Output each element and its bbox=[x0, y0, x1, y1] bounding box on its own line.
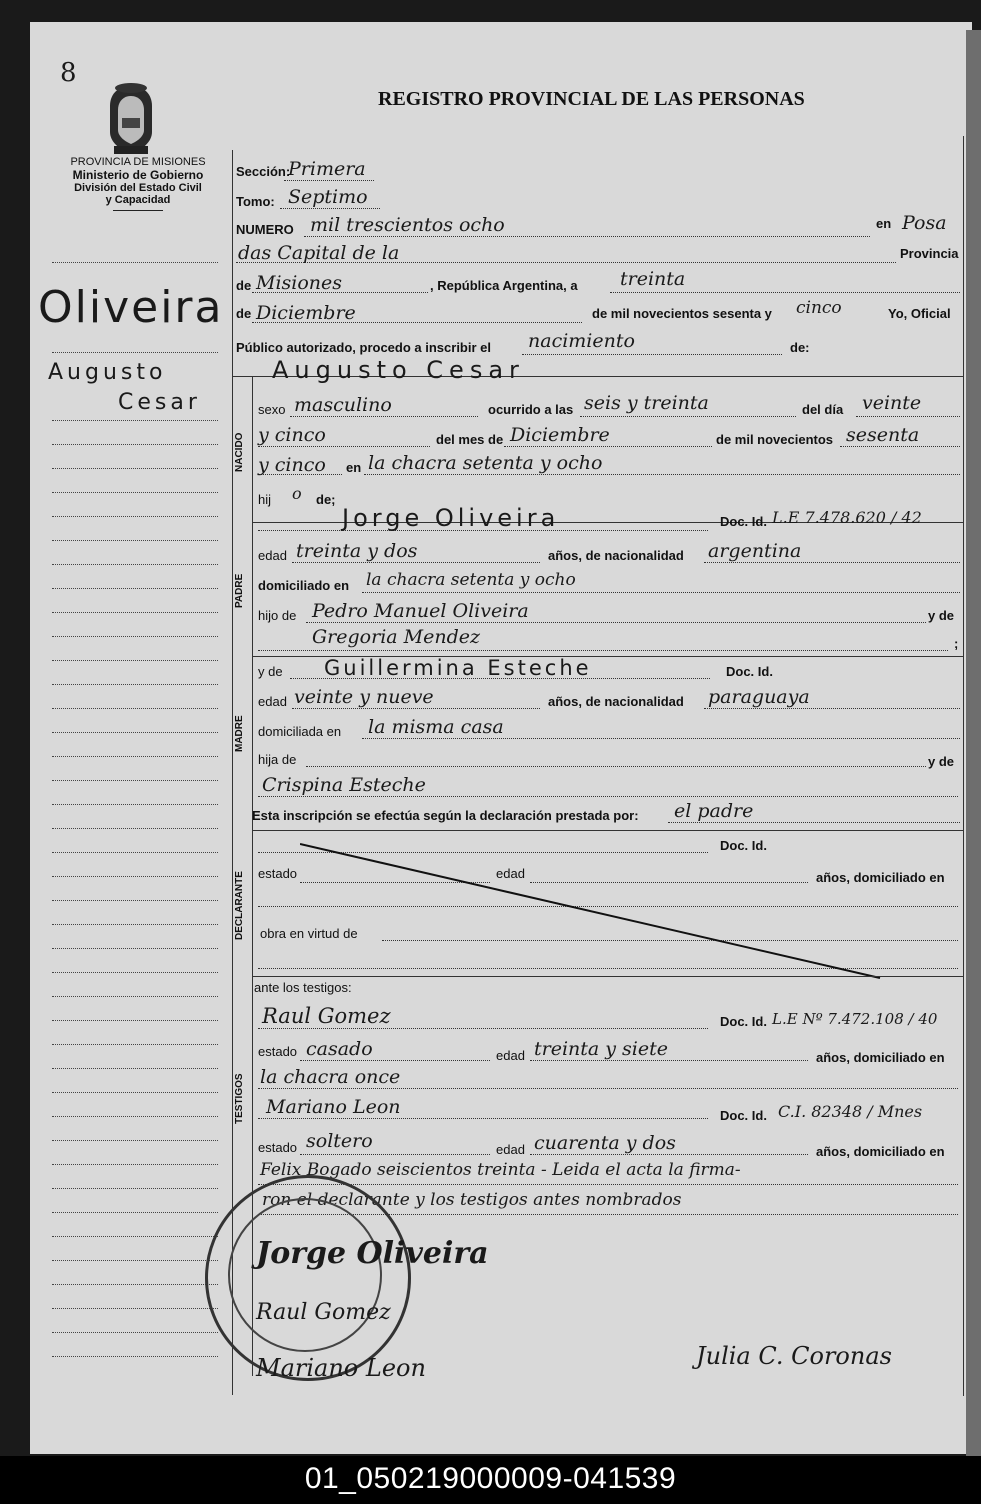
obra-virtud-label: obra en virtud de bbox=[260, 926, 358, 941]
margin-line bbox=[52, 780, 218, 781]
ciudad-cont-value: das Capital de la bbox=[238, 242, 400, 264]
margin-line bbox=[52, 1308, 218, 1309]
de-label: de bbox=[236, 278, 252, 293]
right-border bbox=[963, 136, 964, 1396]
margin-line bbox=[52, 708, 218, 709]
margin-given-name-2: Cesar bbox=[118, 390, 201, 415]
margin-line bbox=[52, 612, 218, 613]
publico-label: Público autorizado, procedo a inscribir el bbox=[236, 340, 491, 355]
abuelo-value: Pedro Manuel Oliveira bbox=[312, 600, 529, 622]
en-label-2: en bbox=[346, 460, 362, 475]
sexo-value: masculino bbox=[294, 394, 392, 416]
margin-line bbox=[52, 1140, 218, 1141]
del-dia-label: del día bbox=[802, 402, 844, 417]
page-edge bbox=[966, 30, 981, 1460]
madre-y-de-label: y de bbox=[258, 664, 283, 679]
declarante-anos-label: años, domiciliado en bbox=[816, 870, 945, 885]
hij-de-label: de; bbox=[316, 492, 336, 507]
official-seal-inner-ring bbox=[228, 1198, 382, 1352]
tomo-label: Tomo: bbox=[236, 194, 275, 209]
declarante-edad-label: edad bbox=[496, 866, 525, 881]
declarante-cancel-line bbox=[300, 838, 900, 988]
margin-line bbox=[52, 804, 218, 805]
testigo2-estado-value: soltero bbox=[306, 1130, 373, 1152]
numero-value: mil trescientos ocho bbox=[310, 214, 505, 236]
numero-label: NUMERO bbox=[236, 222, 294, 237]
margin-line bbox=[52, 540, 218, 541]
margin-line bbox=[52, 1236, 218, 1237]
margin-line bbox=[52, 516, 218, 517]
mil-novecientos-label: de mil novecientos sesenta y bbox=[592, 306, 772, 321]
anio-nac-cont-value: y cinco bbox=[258, 454, 326, 476]
margin-line bbox=[52, 492, 218, 493]
testigo2-anos-label: años, domiciliado en bbox=[816, 1144, 945, 1159]
declaracion-label: Esta inscripción se efectúa según la declaración prestada por: bbox=[252, 808, 639, 823]
margin-line bbox=[52, 660, 218, 661]
margin-surname: Oliveira bbox=[38, 282, 224, 333]
mes-nac-value: Diciembre bbox=[510, 424, 610, 446]
mes-value: Diciembre bbox=[256, 302, 356, 324]
padre-dom-label: domiciliado en bbox=[258, 578, 350, 593]
madre-nombre-value: Guillermina Esteche bbox=[324, 656, 592, 680]
hij-suffix-value: o bbox=[292, 484, 302, 503]
testigos-top-rule bbox=[252, 976, 963, 977]
margin-line bbox=[52, 420, 218, 421]
en-label: en bbox=[876, 216, 892, 231]
testigo1-edad-value: treinta y siete bbox=[534, 1038, 669, 1060]
document-title: REGISTRO PROVINCIAL DE LAS PERSONAS bbox=[378, 88, 805, 110]
page-number: 8 bbox=[60, 58, 77, 88]
margin-line bbox=[52, 828, 218, 829]
margin-line bbox=[52, 352, 218, 353]
signature-raul-gomez: Raul Gomez bbox=[256, 1300, 391, 1325]
province-label: PROVINCIA DE MISIONES bbox=[70, 156, 206, 168]
document-id-footer: 01_050219000009-041539 bbox=[0, 1456, 981, 1504]
anio-value: cinco bbox=[796, 298, 842, 318]
testigo1-estado-value: casado bbox=[306, 1038, 373, 1060]
ministry-label: Ministerio de Gobierno bbox=[72, 168, 204, 182]
testigo1-anos-label: años, domiciliado en bbox=[816, 1050, 945, 1065]
side-madre: MADRE bbox=[234, 715, 245, 752]
testigo1-doc-value: L.E Nº 7.472.108 / 40 bbox=[772, 1010, 938, 1028]
madre-y-de-2-label: y de bbox=[928, 754, 955, 769]
padre-edad-label: edad bbox=[258, 548, 287, 563]
margin-line bbox=[52, 1092, 218, 1093]
ocurrido-label: ocurrido a las bbox=[488, 402, 574, 417]
header-divider bbox=[113, 210, 163, 211]
acto-value: nacimiento bbox=[528, 330, 635, 352]
dia-nac-cont-value: y cinco bbox=[258, 424, 326, 446]
signature-mariano-leon: Mariano Leon bbox=[256, 1354, 426, 1382]
side-padre: PADRE bbox=[234, 573, 245, 608]
hij-label: hij bbox=[258, 492, 272, 507]
hijo-de-label: hijo de bbox=[258, 608, 297, 623]
margin-line bbox=[52, 1188, 218, 1189]
margin-given-name-1: Augusto bbox=[48, 360, 167, 385]
madre-nac-value: paraguaya bbox=[708, 686, 810, 708]
dia-nac-value: veinte bbox=[862, 392, 922, 414]
abuela-materna-value: Crispina Esteche bbox=[262, 774, 426, 796]
margin-line bbox=[52, 1116, 218, 1117]
testigo2-nombre-value: Mariano Leon bbox=[266, 1096, 401, 1118]
margin-line bbox=[52, 1212, 218, 1213]
margin-line bbox=[52, 262, 218, 263]
ante-testigos-label: ante los testigos: bbox=[254, 980, 352, 995]
margin-line bbox=[52, 1164, 218, 1165]
en-ciudad-value: Posa bbox=[902, 212, 947, 234]
margin-line bbox=[52, 468, 218, 469]
padre-dom-value: la chacra setenta y ocho bbox=[366, 570, 576, 590]
margin-line bbox=[52, 1260, 218, 1261]
coat-of-arms-icon bbox=[100, 80, 162, 156]
signature-official: Julia C. Coronas bbox=[696, 1342, 892, 1370]
declarante-top-rule bbox=[252, 830, 963, 831]
testigo1-edad-label: edad bbox=[496, 1048, 525, 1063]
margin-line bbox=[52, 1356, 218, 1357]
margin-line bbox=[52, 588, 218, 589]
margin-line bbox=[52, 948, 218, 949]
side-nacido: NACIDO bbox=[234, 432, 245, 472]
margin-line bbox=[52, 996, 218, 997]
madre-dom-value: la misma casa bbox=[368, 716, 504, 738]
y-de-label: y de bbox=[928, 608, 955, 623]
side-testigos: TESTIGOS bbox=[234, 1073, 245, 1124]
margin-line bbox=[52, 876, 218, 877]
sexo-label: sexo bbox=[258, 402, 286, 417]
provincia-value: Misiones bbox=[256, 272, 343, 294]
del-mes-label: del mes de bbox=[436, 432, 504, 447]
nombre-nacido-value: Augusto Cesar bbox=[272, 356, 525, 384]
margin-line bbox=[52, 1284, 218, 1285]
declarante-doc-label: Doc. Id. bbox=[720, 838, 767, 853]
testigo2-doc-label: Doc. Id. bbox=[720, 1108, 767, 1123]
seccion-value: Primera bbox=[288, 158, 366, 180]
testigo2-estado-label: estado bbox=[258, 1140, 298, 1155]
abuela-value: Gregoria Mendez bbox=[312, 626, 480, 648]
madre-nac-label: años, de nacionalidad bbox=[548, 694, 684, 709]
testigo2-edad-label: edad bbox=[496, 1142, 525, 1157]
capacity-label: y Capacidad bbox=[105, 194, 171, 206]
madre-edad-value: veinte y nueve bbox=[294, 686, 434, 708]
provincia-label: Provincia bbox=[900, 246, 959, 261]
margin-line bbox=[52, 1068, 218, 1069]
padre-nac-value: argentina bbox=[708, 540, 802, 562]
margin-line bbox=[52, 1044, 218, 1045]
de2-label: de bbox=[236, 306, 252, 321]
margin-line bbox=[52, 972, 218, 973]
hija-de-label: hija de bbox=[258, 752, 297, 767]
de-colon-label: de: bbox=[790, 340, 810, 355]
padre-doc-label: Doc. Id. bbox=[720, 514, 767, 529]
lugar-nac-value: la chacra setenta y ocho bbox=[368, 452, 603, 474]
margin-line bbox=[52, 924, 218, 925]
margin-line bbox=[52, 852, 218, 853]
padre-nac-label: años, de nacionalidad bbox=[548, 548, 684, 563]
padre-nombre-value: Jorge Oliveira bbox=[342, 504, 560, 532]
testigo1-dom-value: la chacra once bbox=[260, 1066, 401, 1088]
madre-edad-label: edad bbox=[258, 694, 287, 709]
division-label: División del Estado Civil bbox=[74, 182, 202, 194]
testigo2-edad-value: cuarenta y dos bbox=[534, 1132, 676, 1154]
madre-doc-label: Doc. Id. bbox=[726, 664, 773, 679]
declarante-estado-label: estado bbox=[258, 866, 298, 881]
nota-line-2: ron el declarante y los testigos antes nombrados bbox=[262, 1190, 682, 1210]
tomo-value: Septimo bbox=[288, 186, 368, 208]
testigo1-estado-label: estado bbox=[258, 1044, 298, 1059]
testigo2-doc-value: C.I. 82348 / Mnes bbox=[778, 1102, 923, 1121]
margin-line bbox=[52, 636, 218, 637]
seccion-label: Sección: bbox=[236, 164, 291, 179]
padre-edad-value: treinta y dos bbox=[296, 540, 418, 562]
margin-line bbox=[52, 900, 218, 901]
signature-jorge-oliveira: Jorge Oliveira bbox=[256, 1236, 489, 1271]
yo-oficial-label: Yo, Oficial bbox=[888, 306, 951, 321]
dia-value: treinta bbox=[620, 268, 686, 290]
margin-line bbox=[52, 444, 218, 445]
anio-nac-value: sesenta bbox=[846, 424, 920, 446]
margin-line bbox=[52, 756, 218, 757]
nota-line-1: Felix Bogado seiscientos treinta - Leida el acta la firma- bbox=[260, 1160, 741, 1180]
declarante-value: el padre bbox=[674, 800, 754, 822]
testigo1-nombre-value: Raul Gomez bbox=[262, 1004, 391, 1028]
margin-line bbox=[52, 564, 218, 565]
margin-line bbox=[52, 1332, 218, 1333]
hora-value: seis y treinta bbox=[584, 392, 709, 414]
margin-line bbox=[52, 684, 218, 685]
padre-doc-value: L.E 7.478.620 / 42 bbox=[772, 508, 922, 527]
margin-line bbox=[52, 732, 218, 733]
margin-line bbox=[52, 1020, 218, 1021]
republica-label: , República Argentina, a bbox=[430, 278, 578, 293]
side-declarante: DECLARANTE bbox=[234, 871, 245, 940]
testigo1-doc-label: Doc. Id. bbox=[720, 1014, 767, 1029]
de-mil-nov-label: de mil novecientos bbox=[716, 432, 834, 447]
semicolon-label: ; bbox=[954, 636, 959, 651]
madre-dom-label: domiciliada en bbox=[258, 724, 342, 739]
